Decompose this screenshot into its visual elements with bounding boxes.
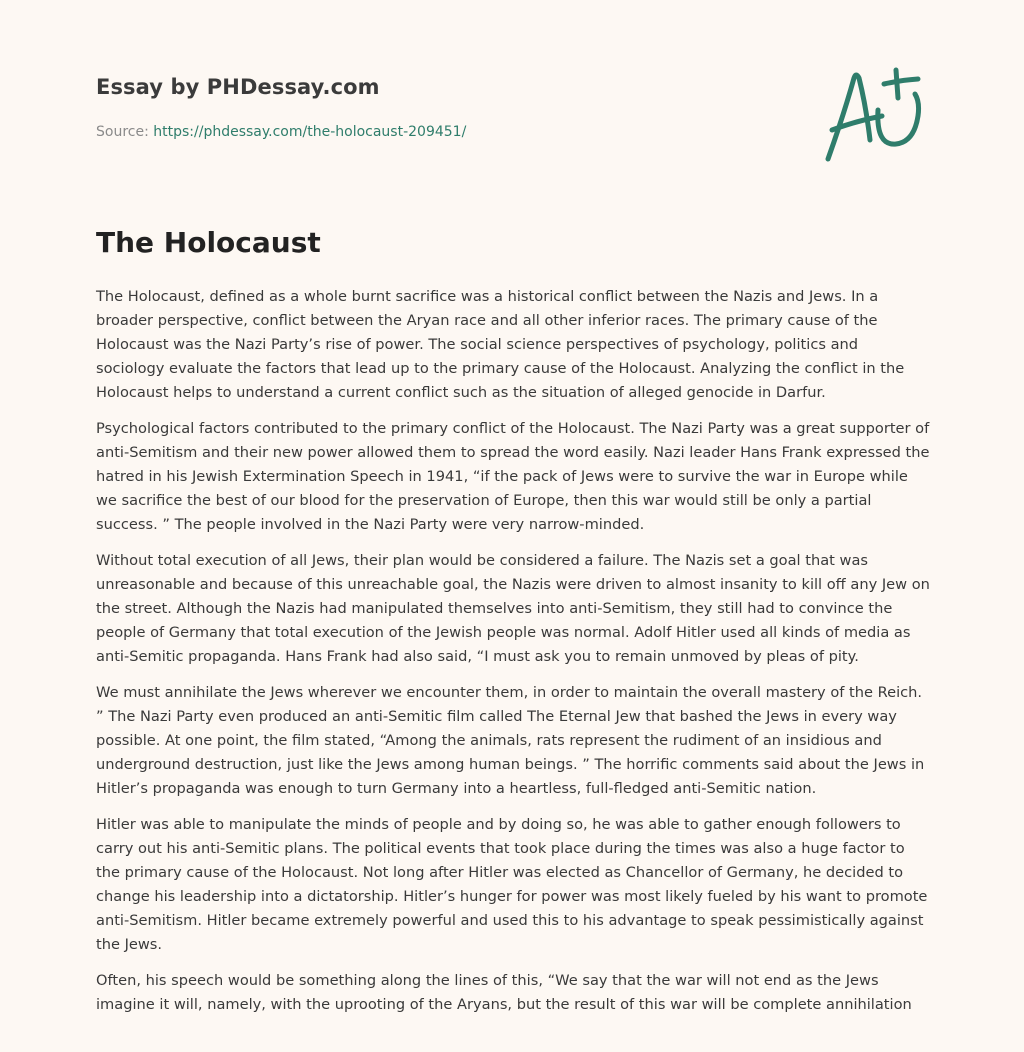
source-line bbox=[96, 124, 466, 140]
essay-paragraph: Hitler was able to manipulate the minds of people and by doing so, he was able to gather enough followers to carry out his anti-Semitic plans. The political events that took place during the times was also a huge factor to the primary cause of the Holocaust. Not long after Hitler was elected as Chancellor of Germany, he decided to change his leadership into a dictatorship. Hitler’s hunger for power was most likely fueled by his want to promote anti-Semitism. Hitler became extremely powerful and used this to his advantage to speak pessimistically against the Jews. bbox=[96, 816, 928, 953]
essay-paragraph: Without total execution of all Jews, their plan would be considered a failure. The Nazis set a goal that was unreasonable and because of this unreachable goal, the Nazis were driven to almost insanity to kill off any Jew on the street. Although the Nazis had manipulated themselves into anti-Semitism, they still had to convince the people of Germany that total execution of the Jewish people was normal. Adolf Hitler used all kinds of media as anti-Semitic propaganda. Hans Frank had also said, “I must ask you to remain unmoved by pleas of pity. bbox=[96, 552, 930, 665]
essay-paragraph: We must annihilate the Jews wherever we encounter them, in order to maintain the overall mastery of the Reich. ” The Nazi Party even produced an anti-Semitic film called The Eternal Jew that bashed the Jews in every way possible. At one point, the film stated, “Among the animals, rats represent the rudiment of an insidious and underground destruction, just like the Jews among human beings. ” The horrific comments said about the Jews in Hitler’s propaganda was enough to turn Germany into a heartless, full-fledged anti-Semitic nation. bbox=[96, 684, 925, 797]
essay-paragraph: The Holocaust, defined as a whole burnt sacrifice was a historical conflict between the Nazis and Jews. In a broader perspective, conflict between the Aryan race and all other inferior races. The primary cause of the Holocaust was the Nazi Party’s rise of power. The social science perspectives of psychology, politics and sociology evaluate the factors that lead up to the primary cause of the Holocaust. Analyzing the conflict in the Holocaust helps to understand a current conflict such as the situation of alleged genocide in Darfur. bbox=[96, 288, 905, 401]
site-brand: Essay by PHDessay.com bbox=[96, 75, 380, 99]
essay-paragraph: Often, his speech would be something along the lines of this, “We say that the war will not end as the Jews imagine it will, namely, with the uprooting of the Aryans, but the result of this war will be complete annihilation bbox=[96, 972, 912, 1013]
essay-title: The Holocaust bbox=[96, 226, 321, 259]
source-link[interactable]: https://phdessay.com/the-holocaust-209451/ bbox=[153, 124, 467, 140]
a-plus-grade-icon bbox=[818, 64, 930, 164]
essay-body bbox=[96, 285, 930, 1029]
source-label: Source: bbox=[96, 124, 154, 140]
essay-paragraph: Psychological factors contributed to the primary conflict of the Holocaust. The Nazi Party was a great supporter of anti-Semitism and their new power allowed them to spread the word easily. Nazi leader Hans Frank expressed the hatred in his Jewish Extermination Speech in 1941, “if the pack of Jews were to survive the war in Europe while we sacrifice the best of our blood for the preservation of Europe, then this war would still be only a partial success. ” The people involved in the Nazi Party were very narrow-minded. bbox=[96, 420, 930, 533]
